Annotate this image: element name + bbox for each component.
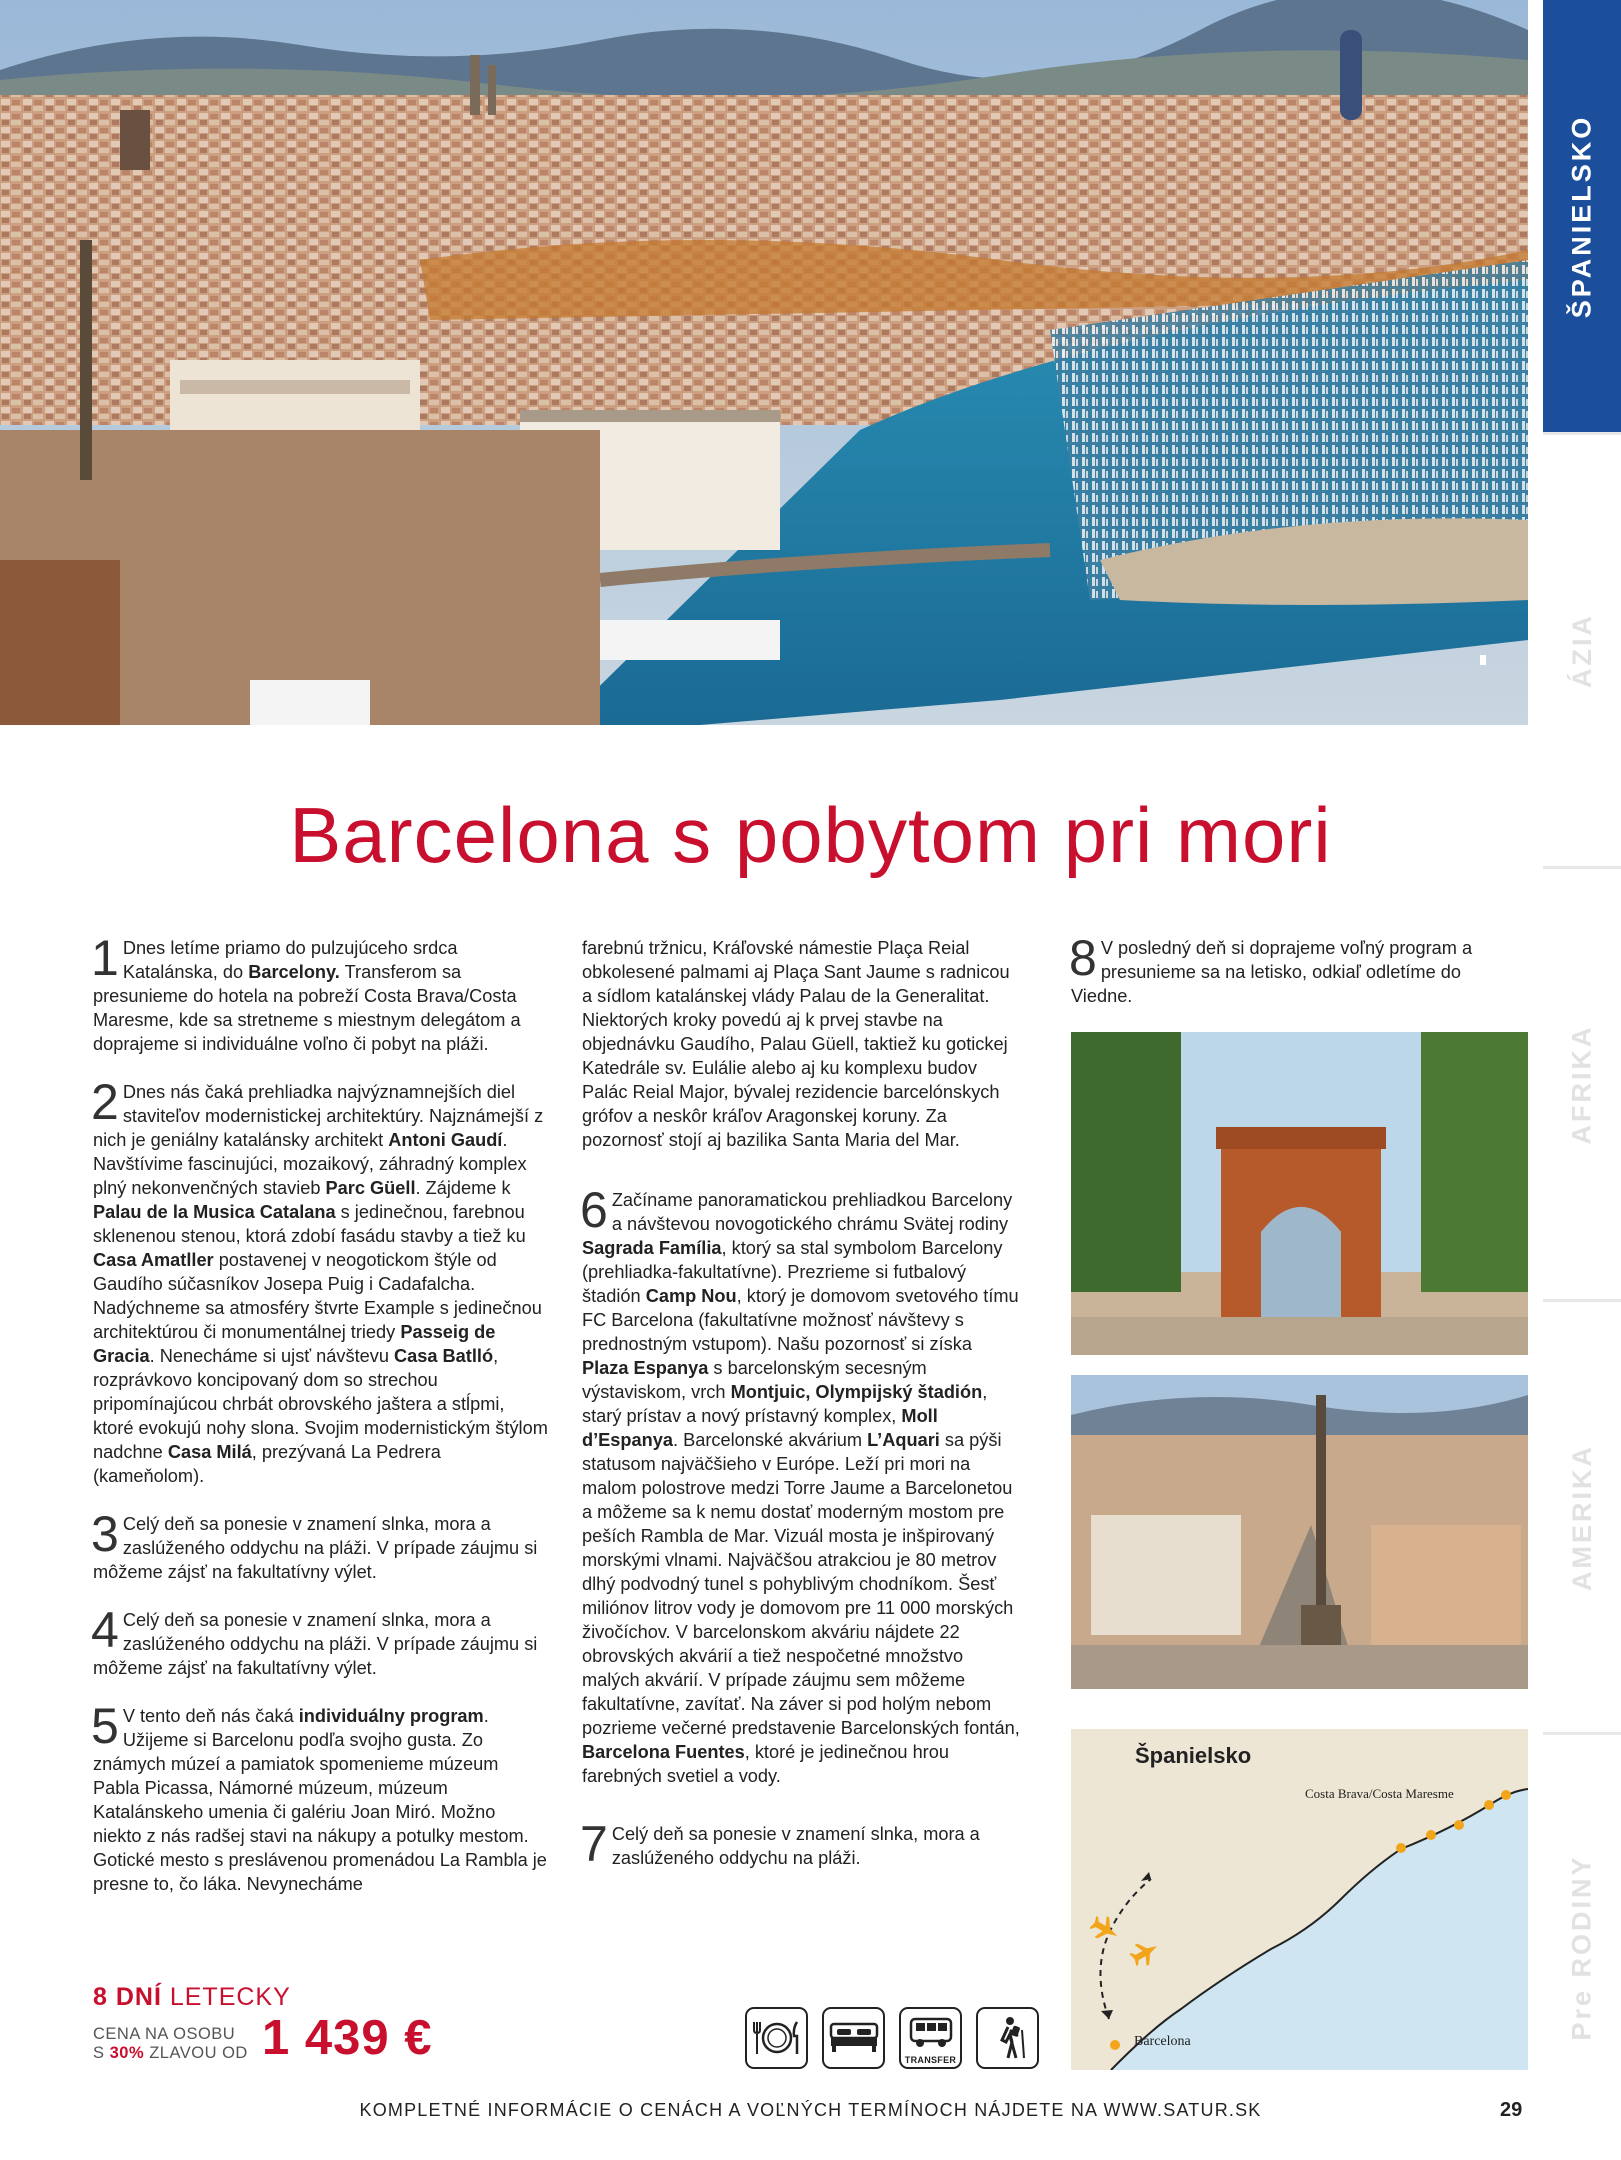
tab-afrika[interactable]: AFRIKA bbox=[1543, 869, 1621, 1299]
day-number: 6 bbox=[580, 1182, 608, 1238]
route-map bbox=[1071, 1729, 1528, 2070]
day-number: 2 bbox=[91, 1074, 119, 1130]
tab-azia[interactable]: ÁZIA bbox=[1543, 435, 1621, 866]
day-number: 8 bbox=[1069, 930, 1097, 986]
itinerary-day-6 bbox=[580, 1182, 1022, 1788]
itinerary-day-3 bbox=[91, 1506, 548, 1584]
map-coast-label: Costa Brava/Costa Maresme bbox=[1305, 1786, 1454, 1801]
trip-duration: 8 DNÍ LETECKY bbox=[93, 1983, 291, 2011]
map-stop bbox=[1426, 1830, 1436, 1840]
section-tabs bbox=[1543, 0, 1621, 2160]
day-number: 4 bbox=[91, 1602, 119, 1658]
day-text: Celý deň sa ponesie v znamení slnka, mora a zaslúženého oddychu na pláži. V prípade záujmu si môžeme zájsť na fakultatívny výlet. bbox=[93, 1610, 538, 1678]
hiking-icon bbox=[976, 2007, 1039, 2069]
day-text: Celý deň sa ponesie v znamení slnka, mora a zaslúženého oddychu na pláži. bbox=[611, 1824, 980, 1868]
service-icons bbox=[745, 2007, 1039, 2069]
day-text: Dnes nás čaká prehliadka najvýznamnejších diel staviteľov modernistickej architektúry. Najznámejší z nich je geniálny katalánsky architekt Antoni Gaudí. Navštívime fascinujúci, mozaikový, záhradný komplex plný nekonvenčných stavieb Parc Güell. Zájdeme k Palau de la Musica Catalana s jedinečnou, farebnou sklenenou stenou, ktorá zdobí fasádu stavby a tiež ku Casa Amatller postavenej v neogotickom štýle od Gaudího súčasníkov Josepa Puig i Cadafalcha. Nadýchneme sa atmosféry štvrte Example s jedinečnou architektúrou či monumentálnej triedy Passeig de Gracia. Nenecháme si ujsť návštevu Casa Batlló, rozprávkovo koncipovaný dom so strechou pripomínajúcou chrbát obrovského jaštera a stĺpmi, ktoré evokujú nohy slona. Svojim modernistickým štýlom nadchne Casa Milá, prezývaná La Pedrera (kameňolom). bbox=[93, 1082, 548, 1486]
tab-spanielsko[interactable]: ŠPANIELSKO bbox=[1543, 0, 1621, 432]
map-stop bbox=[1396, 1843, 1406, 1853]
itinerary-day-4 bbox=[91, 1602, 548, 1680]
itinerary-day-1 bbox=[91, 930, 548, 1056]
map-stop bbox=[1454, 1820, 1464, 1830]
day-number: 3 bbox=[91, 1506, 119, 1562]
day-text: V tento deň nás čaká individuálny program. Užijeme si Barcelonu podľa svojho gusta. Zo známych múzeí a pamiatok spomenieme múzeum Pabla Picassa, Námorné múzeum, múzeum Katalánskeho umenia či galériu Joan Miró. Možno niekto z nás radšej stavi na nákupy a potulky mestom. Gotické mesto s preslávenou promenádou La Rambla je presne to, čo láka. Nevynecháme bbox=[93, 1706, 547, 1894]
day-number: 1 bbox=[91, 930, 119, 986]
itinerary-day-5 bbox=[91, 1698, 548, 1896]
itinerary-column-3 bbox=[1069, 930, 1516, 1032]
map-stop bbox=[1484, 1800, 1494, 1810]
itinerary-day-2 bbox=[91, 1074, 548, 1488]
plane-icon bbox=[1127, 1936, 1163, 1971]
itinerary-column-1 bbox=[91, 930, 548, 1920]
price-amount: 1 439 € bbox=[262, 2011, 433, 2065]
tab-amerika[interactable]: AMERIKA bbox=[1543, 1302, 1621, 1732]
map-city-label: Barcelona bbox=[1134, 2034, 1191, 2049]
page-title: Barcelona s pobytom pri mori bbox=[289, 791, 1332, 879]
day-text: Dnes letíme priamo do pulzujúceho srdca Katalánska, do Barcelony. Transferom sa presunieme do hotela na pobreží Costa Brava/Costa Maresme, kde sa stretneme s miestnym delegátom a doprajeme si individuálne voľno či pobyt na pláži. bbox=[93, 938, 521, 1054]
day-5-continued: farebnú tržnicu, Kráľovské námestie Plaça Reial obkolesené palmami aj Plaça Sant Jaume s radnicou a sídlom katalánskej vlády Palau de la Generalitat. Niektorých kroky povedú aj k prvej stavbe na objednávku Gaudího, Palau Güell, taktiež ku gotickej Katedrále sv. Eulálie alebo aj ku komplexu budov Palác Reial Major, bývalej rezidencie barcelónskych grófov a neskôr kráľov Aragonskej koruny. Za pozornosť stojí aj bazilika Santa Maria del Mar. bbox=[582, 938, 1010, 1150]
map-stop bbox=[1501, 1790, 1511, 1800]
page-number: 29 bbox=[1500, 2099, 1523, 2121]
day-text: Začíname panoramatickou prehliadkou Barcelony a návštevou novogotického chrámu Svätej rodiny Sagrada Família, ktorý sa stal symbolom Barcelony (prehliadka-fakultatívne). Prezrieme si futbalový štadión Camp Nou, ktorý je domovom svetového tímu FC Barcelona (fakultatívne možnosť návštevy s prednostným vstupom). Našu pozornosť si získa Plaza Espanya s barcelonským secesným výstaviskom, vrch Montjuic, Olympijský štadión, starý prístav a nový prístavný komplex, Moll d’Espanya. Barcelonské akvárium L’Aquari sa pýši statusom najväčšieho v Európe. Leží pri mori na malom polostrove medzi Torre Jaume a Barcelonetou a môžeme sa k nemu dostať moderným mostom pre peších Rambla de Mar. Vizuál mosta je inšpirovaný morskými vlnami. Najväčšou atrakciou je 80 metrov dlhý podvodný tunel s pohyblivým chodníkom. Šesť miliónov litrov vody je domovom pre 11 000 morských živočíchov. V barcelonskom akváriu nájdete 22 obrovských akvárií a tiež nespočetné množstvo malých akvárií. V prípade záujmu sem môžeme fakultatívne, zavítať. Na záver si pod holým nebom pozrieme večerné predstavenie Barcelonských fontán, Barcelona Fuentes, ktoré je jedinečnou hrou farebných svetiel a vody. bbox=[582, 1190, 1020, 1786]
photo-arc-de-triomf bbox=[1071, 1032, 1528, 1355]
bed-icon bbox=[822, 2007, 885, 2069]
footer-note: KOMPLETNÉ INFORMÁCIE O CENÁCH A VOĽNÝCH TERMÍNOCH NÁJDETE NA WWW.SATUR.SK bbox=[359, 2100, 1262, 2120]
price-label: CENA NA OSOBU S 30% ZLAVOU OD bbox=[93, 2025, 248, 2062]
bus-transfer-icon: TRANSFER bbox=[899, 2007, 962, 2069]
day-text: Celý deň sa ponesie v znamení slnka, mora a zaslúženého oddychu na pláži. V prípade záujmu si môžeme zájsť na fakultatívny výlet. bbox=[93, 1514, 538, 1582]
day-number: 5 bbox=[91, 1698, 119, 1754]
tab-pre-rodiny[interactable]: Pre RODINY bbox=[1543, 1735, 1621, 2160]
hero-photo-barcelona-port bbox=[0, 0, 1528, 725]
itinerary-day-7 bbox=[580, 1816, 1022, 1872]
meals-icon bbox=[745, 2007, 808, 2069]
day-text: V posledný deň si doprajeme voľný program a presunieme sa na letisko, odkiaľ odletíme do Viedne. bbox=[1071, 938, 1473, 1006]
map-country-label: Španielsko bbox=[1135, 1743, 1252, 1768]
itinerary-day-8 bbox=[1069, 930, 1516, 1008]
map-stop bbox=[1110, 2040, 1120, 2050]
discount-percent: 30% bbox=[109, 2044, 145, 2062]
itinerary-column-2 bbox=[582, 936, 1022, 1894]
day-number: 7 bbox=[580, 1816, 608, 1872]
photo-columbus-monument bbox=[1071, 1375, 1528, 1689]
